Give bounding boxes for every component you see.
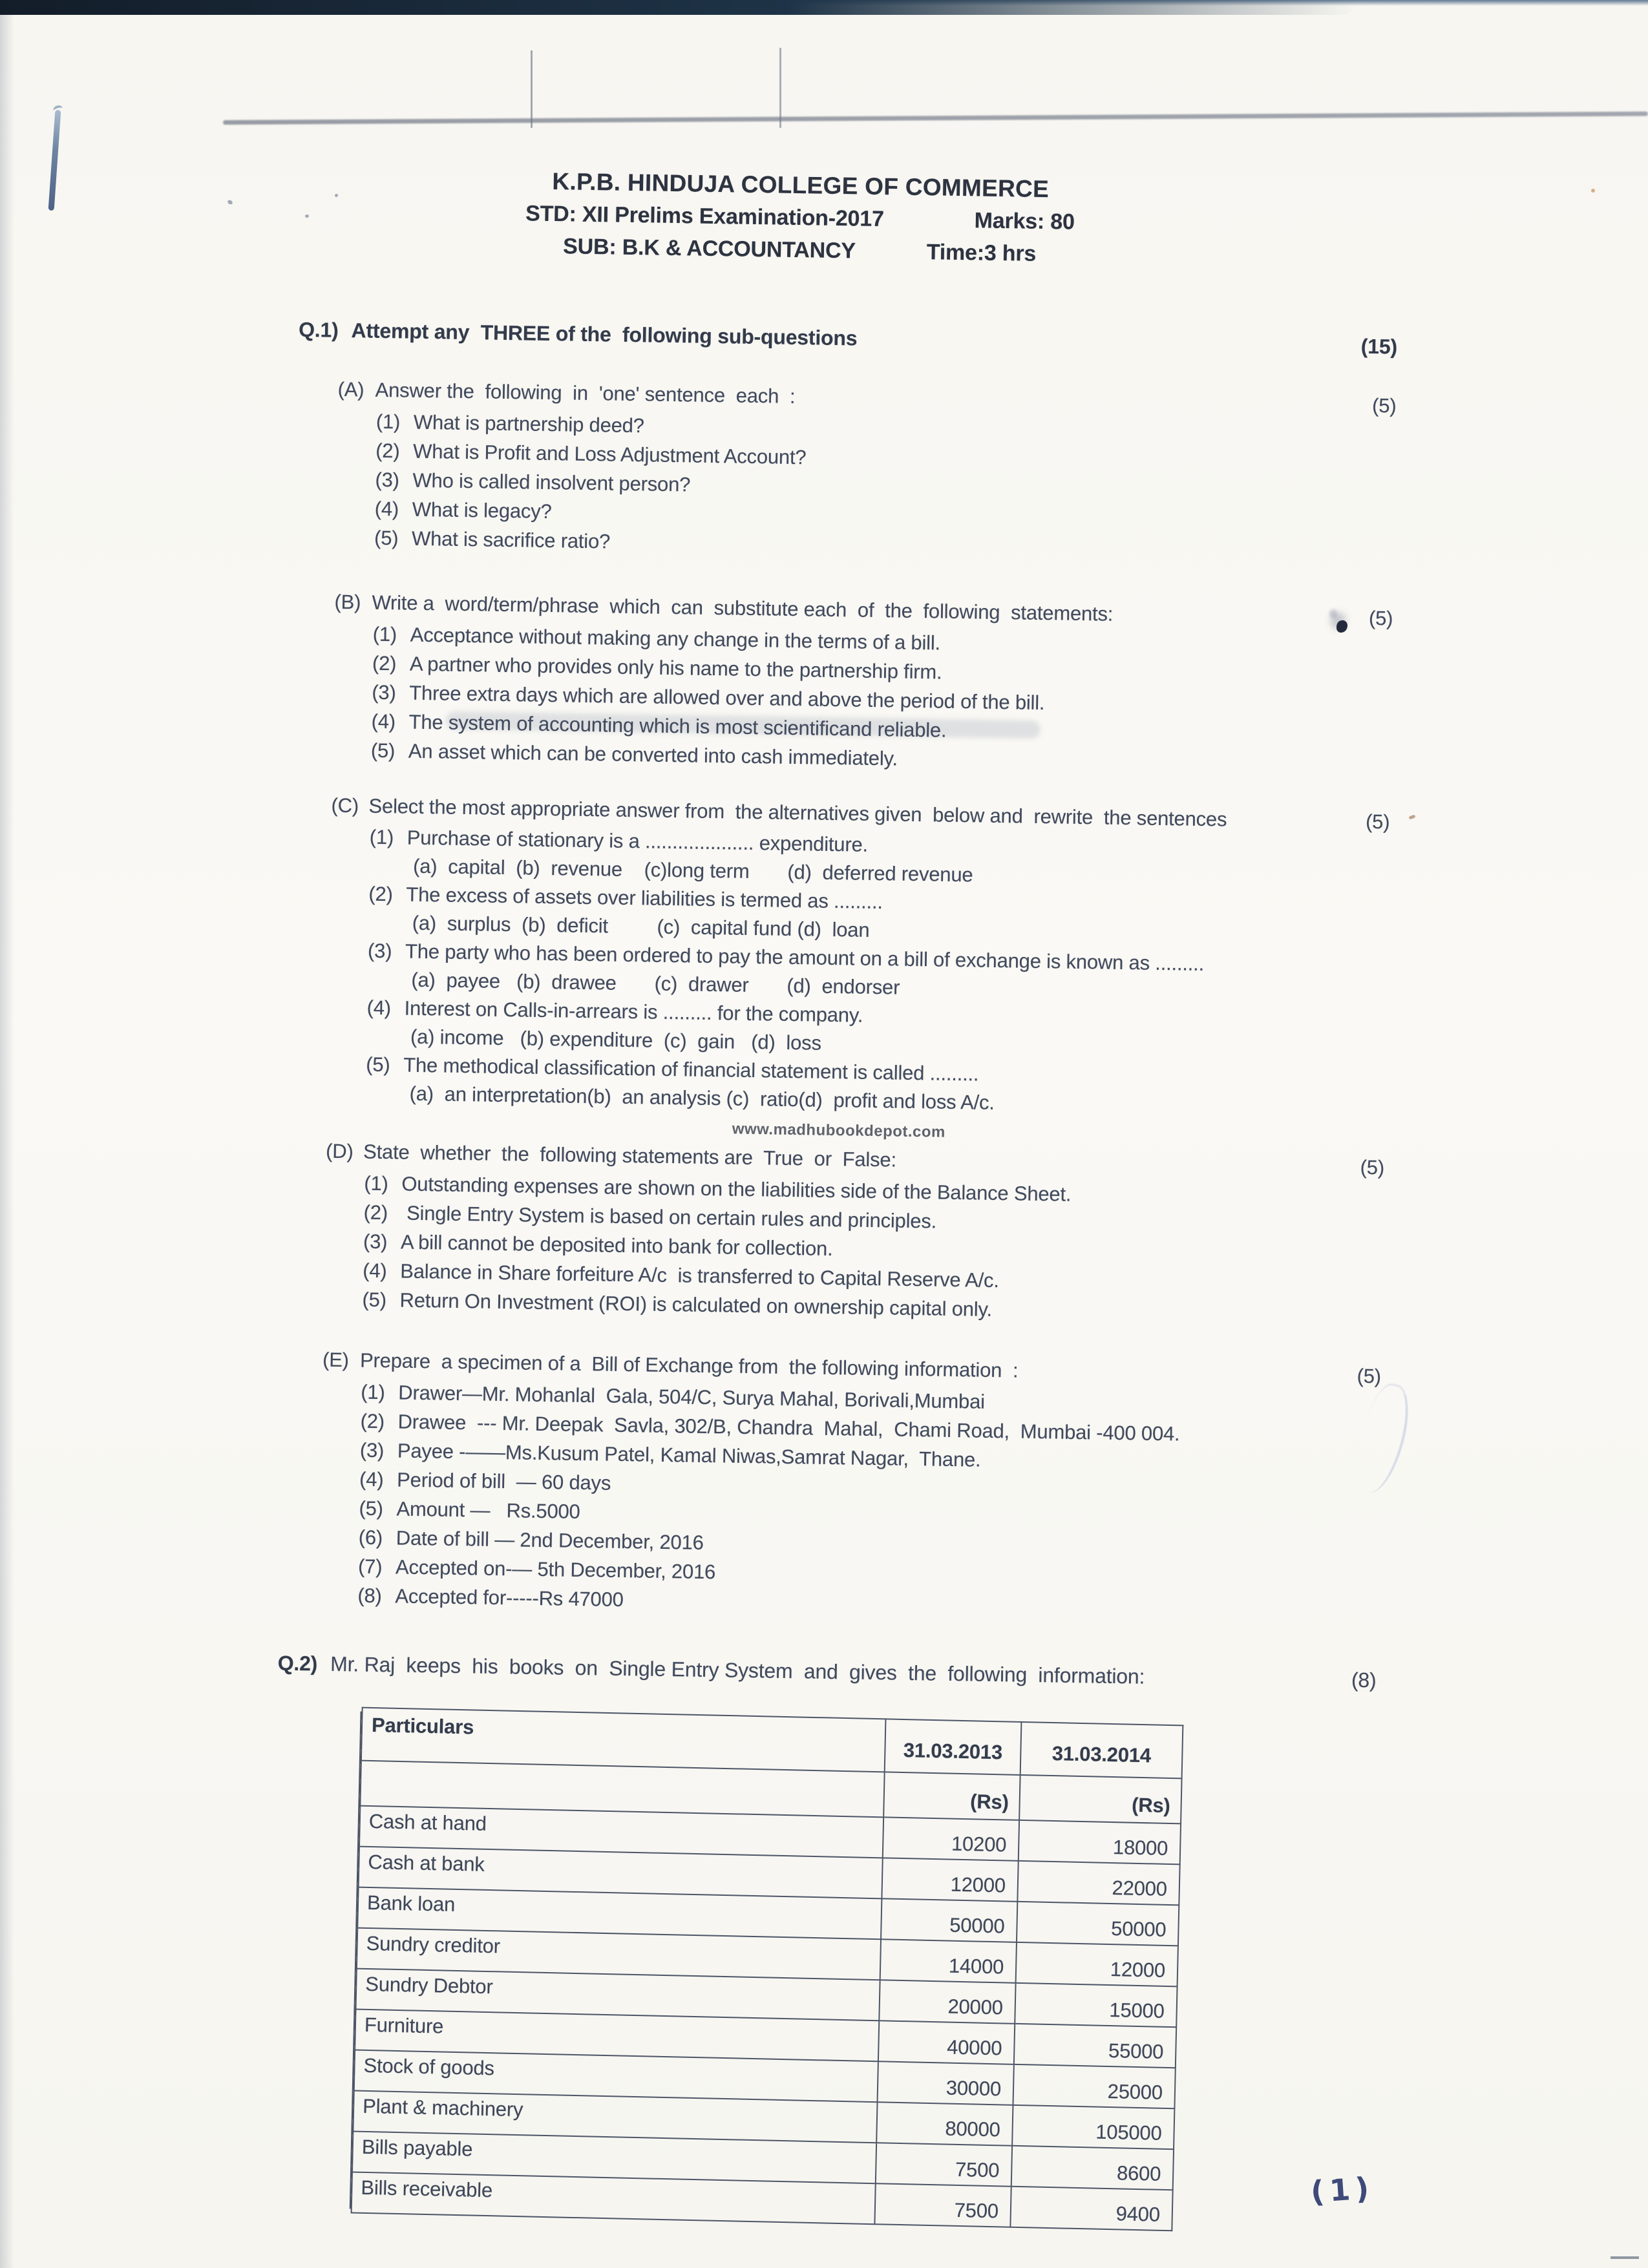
value-2014: 22000 (1017, 1861, 1179, 1905)
item-text: Interest on Calls-in-arrears is ......... for the company. (404, 996, 863, 1027)
watermark-text: www.madhubookdepot.com (732, 1120, 946, 1141)
section-title: Answer the following in 'one' sentence each : (375, 378, 796, 408)
item-text: Three extra days which are allowed over and above the period of the bill. (409, 681, 1045, 715)
item-text: What is legacy? (412, 498, 552, 523)
q1-marks: (15) (1360, 334, 1398, 359)
exam-title: STD: XII Prelims Examination-2017 (525, 201, 885, 232)
item-text: Acceptance without making any change in the terms of a bill. (410, 623, 941, 655)
item-number: (2) (360, 1409, 385, 1433)
section-e-items (279, 1376, 1380, 1626)
item-text: A bill cannot be deposited into bank for collection. (400, 1230, 833, 1261)
row-label: Plant & machinery (353, 2091, 877, 2143)
item-number: (2) (372, 651, 397, 675)
item-text: The party who has been ordered to pay the amount on a bill of exchange is known as ......... (405, 940, 1205, 975)
value-2013: 40000 (878, 2021, 1015, 2064)
section-title: Write a word/term/phrase which can substitute each of the following statements: (372, 591, 1114, 625)
item-number: (5) (374, 526, 399, 550)
section-label: (E) (322, 1348, 350, 1372)
item-text: The excess of assets over liabilities is termed as ......... (406, 883, 883, 914)
section-c (286, 792, 1389, 1124)
row-label: Bills payable (352, 2132, 876, 2184)
item-number: (5) (362, 1288, 387, 1312)
question-2-heading (277, 1649, 1376, 1695)
question-1-block (279, 315, 1397, 1626)
item-number: (3) (363, 1230, 388, 1254)
section-title: Select the most appropriate answer from the alternatives given below and rewrite the sentences (368, 794, 1227, 831)
item-number: (3) (359, 1438, 385, 1462)
item-text: Accepted for-----Rs 47000 (395, 1584, 624, 1612)
subject-name: SUB: B.K & ACCOUNTANCY (562, 234, 856, 264)
page-number-handwritten: (1) (1309, 2170, 1375, 2210)
section-b (292, 589, 1393, 781)
q1-title: Attempt any THREE of the following sub-questions (351, 319, 858, 350)
item-text: Outstanding expenses are shown on the liabilities side of the Balance Sheet. (401, 1172, 1072, 1206)
q2-label: Q.2) (277, 1651, 318, 1675)
item-text: What is partnership deed? (413, 410, 645, 437)
item-number: (2) (363, 1201, 388, 1224)
college-name: K.P.B. HINDUJA COLLEGE OF COMMERCE (552, 168, 1050, 203)
marks-total: Marks: 80 (974, 208, 1075, 235)
value-2013: 50000 (881, 1898, 1017, 1942)
value-2014: 105000 (1012, 2105, 1174, 2149)
section-title: Prepare a specimen of a Bill of Exchange from the following information : (359, 1349, 1019, 1382)
item-number: (7) (357, 1555, 383, 1579)
value-2013: 7500 (876, 2143, 1012, 2187)
q1-label: Q.1) (298, 317, 339, 342)
item-options: (a) income (b) expenditure (c) gain (d) loss (410, 1025, 822, 1055)
section-label: (D) (325, 1139, 354, 1163)
value-2014: 18000 (1019, 1820, 1181, 1864)
item-text: What is Profit and Loss Adjustment Account? (412, 439, 807, 469)
section-label: (B) (334, 590, 361, 614)
value-2013: 7500 (874, 2183, 1011, 2227)
item-text: The methodical classification of financial statement is called ......... (403, 1053, 979, 1086)
table-subheader-rs-2013: (Rs) (883, 1772, 1020, 1820)
item-number: (4) (374, 497, 399, 521)
item-number: (5) (370, 739, 396, 762)
section-c-items (286, 822, 1389, 1124)
item-text: Return On Investment (ROI) is calculated on ownership capital only. (399, 1288, 993, 1321)
item-number: (1) (361, 1380, 385, 1404)
item-options: (a) an interpretation(b) an analysis (c) ratio(d) profit and loss A/c. (409, 1082, 995, 1114)
exam-header (1, 157, 1648, 280)
value-2014: 25000 (1013, 2064, 1175, 2108)
item-options: (a) capital (b) revenue (c)long term (d) deferred revenue (412, 854, 973, 887)
section-a-items (295, 406, 1396, 569)
table-header-2013: 31.03.2013 (885, 1719, 1022, 1775)
item-number: (6) (358, 1526, 383, 1549)
item-number: (1) (364, 1171, 388, 1195)
item-text: Amount — Rs.5000 (396, 1497, 580, 1523)
item-number: (4) (371, 709, 396, 733)
item-options: (a) payee (b) drawee (c) drawer (d) endorser (411, 968, 900, 999)
row-label: Cash at hand (359, 1806, 883, 1858)
item-text: Date of bill — 2nd December, 2016 (396, 1526, 704, 1554)
row-label: Cash at bank (359, 1847, 883, 1899)
q2-title: Mr. Raj keeps his books on Single Entry System and gives the following information: (330, 1652, 1145, 1688)
particulars-table (351, 1707, 1184, 2232)
value-2013: 14000 (880, 1939, 1017, 1983)
q2-marks: (8) (1351, 1668, 1377, 1692)
value-2014: 8600 (1011, 2146, 1174, 2190)
item-text: Single Entry System is based on certain rules and principles. (401, 1201, 937, 1233)
section-e (279, 1347, 1381, 1626)
value-2013: 30000 (878, 2061, 1014, 2105)
section-marks: (5) (1360, 1155, 1385, 1179)
item-number: (4) (366, 996, 392, 1020)
section-label: (A) (337, 377, 364, 401)
section-marks: (5) (1371, 394, 1397, 417)
item-number: (5) (366, 1053, 390, 1076)
value-2013: 10200 (883, 1817, 1019, 1861)
item-text: Payee -——Ms.Kusum Patel, Kamal Niwas,Samrat Nagar, Thane. (397, 1439, 981, 1471)
question-1-heading (299, 315, 1397, 361)
section-b-items (292, 618, 1393, 781)
item-number: (4) (359, 1467, 384, 1491)
item-number: (4) (363, 1259, 387, 1283)
section-marks: (5) (1365, 810, 1390, 834)
item-number: (8) (357, 1584, 382, 1608)
row-label: Furniture (355, 2010, 879, 2062)
section-a (295, 376, 1397, 569)
item-number: (1) (369, 825, 394, 849)
value-2013: 12000 (882, 1858, 1018, 1902)
item-text: What is sacrifice ratio? (411, 527, 611, 553)
value-2014: 9400 (1010, 2187, 1172, 2231)
section-marks: (5) (1357, 1364, 1382, 1388)
value-2014: 55000 (1014, 2024, 1176, 2068)
item-number: (3) (375, 468, 400, 492)
value-2014: 15000 (1015, 1983, 1177, 2027)
item-text: Balance in Share forfeiture A/c is transferred to Capital Reserve A/c. (400, 1259, 1000, 1292)
exam-time: Time:3 hrs (926, 240, 1037, 266)
item-text: The system of accounting which is most scientificand reliable. (408, 710, 947, 742)
value-2014: 50000 (1017, 1902, 1179, 1946)
table-header-particulars: Particulars (361, 1708, 886, 1772)
item-text: Period of bill — 60 days (396, 1468, 611, 1495)
value-2014: 12000 (1016, 1942, 1178, 1986)
item-number: (5) (359, 1496, 384, 1520)
table-header-2014: 31.03.2014 (1020, 1722, 1183, 1778)
item-text: Accepted on-— 5th December, 2016 (395, 1555, 716, 1584)
section-label: (C) (331, 793, 359, 817)
table-subheader-rs-2014: (Rs) (1019, 1775, 1181, 1823)
section-d-items (283, 1168, 1384, 1330)
item-number: (3) (367, 939, 392, 963)
row-label: Bills receivable (352, 2172, 876, 2225)
item-text: Who is called insolvent person? (412, 468, 691, 496)
section-d (283, 1120, 1385, 1330)
row-label: Sundry Debtor (355, 1969, 880, 2021)
row-label: Stock of goods (354, 2050, 878, 2103)
row-label: Sundry creditor (357, 1928, 881, 1980)
value-2013: 20000 (879, 1980, 1015, 2024)
item-text: Purchase of stationary is a .................... expenditure. (407, 826, 869, 856)
item-number: (1) (375, 410, 401, 434)
item-text: A partner who provides only his name to the partnership firm. (409, 652, 942, 684)
item-number: (2) (375, 439, 400, 463)
value-2013: 80000 (876, 2102, 1013, 2146)
item-options: (a) surplus (b) deficit (c) capital fund (d) loan (412, 911, 870, 941)
item-text: Drawer—Mr. Mohanlal Gala, 504/C, Surya Mahal, Borivali,Mumbai (398, 1381, 986, 1413)
section-title: State whether the following statements are True or False: (363, 1140, 897, 1171)
item-number: (2) (368, 882, 394, 906)
section-marks: (5) (1368, 606, 1393, 630)
item-text: An asset which can be converted into cash immediately. (408, 739, 898, 770)
item-number: (3) (372, 680, 396, 704)
question-2-block (269, 1649, 1376, 2230)
item-number: (1) (372, 622, 397, 646)
row-label: Bank loan (357, 1887, 882, 1940)
item-text: Drawee --- Mr. Deepak Savla, 302/B, Chandra Mahal, Chami Road, Mumbai -400 004. (397, 1410, 1180, 1445)
